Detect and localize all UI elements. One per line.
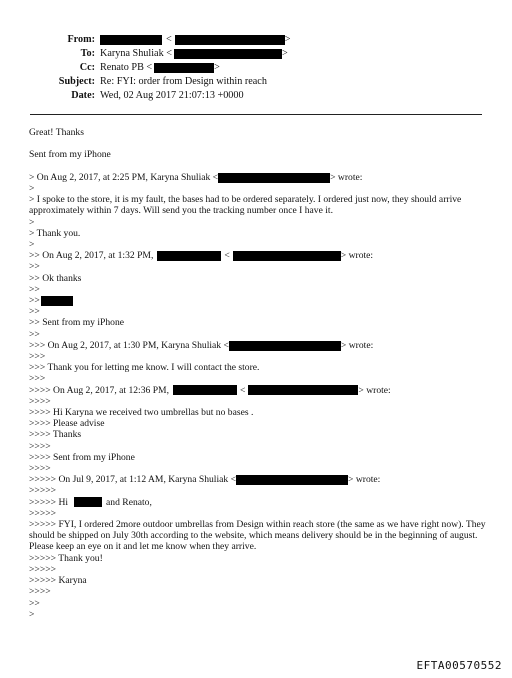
redaction-block: [248, 385, 358, 395]
cc-gt: >: [214, 62, 220, 73]
redaction-block: [233, 251, 341, 261]
quote-header-line: >>>>> On Jul 9, 2017, at 1:12 AM, Karyna Shuliak < > wrote:: [29, 474, 381, 486]
body-paragraph: > I spoke to the store, it is my fault, the bases had to be ordered separately. I ordered just now, they should arrive approximately within 7 days. Will send you the tracking number once I have it.: [29, 194, 462, 217]
subject-row: [20, 75, 490, 89]
body-line: >>>> Hi Karyna we received two umbrellas but no bases .: [29, 407, 254, 419]
body-line: > Thank you.: [29, 227, 81, 239]
redaction-block: [154, 63, 214, 73]
cc-row: [20, 61, 490, 75]
body-line: >> Ok thanks: [29, 272, 82, 284]
body-line: >>>> Sent from my iPhone: [29, 451, 135, 463]
to-name: Karyna Shuliak <: [100, 48, 172, 59]
from-lt: <: [166, 34, 172, 45]
redaction-block: [218, 173, 330, 183]
date-value: Wed, 02 Aug 2017 21:07:13 +0000: [100, 90, 244, 101]
body-line: Sent from my iPhone: [29, 149, 111, 161]
body-line: >: [29, 182, 35, 194]
to-row: [20, 47, 490, 61]
from-gt: >: [284, 34, 291, 45]
subject-value: Re: FYI: order from Design within reach: [100, 76, 267, 87]
quote-header-line: >>>> On Aug 2, 2017, at 12:36 PM, < > wrote:: [29, 384, 391, 396]
body-line: >>: [29, 283, 40, 295]
body-line: >>>>>: [29, 507, 57, 519]
body-line: >>>: [29, 373, 46, 385]
body-line: >: [29, 216, 35, 228]
body-line: >>>> Thanks: [29, 429, 82, 441]
from-row: [20, 33, 490, 47]
body-line: >>>>> Karyna: [29, 575, 87, 587]
quote-header-line: >>> On Aug 2, 2017, at 1:30 PM, Karyna Shuliak < > wrote:: [29, 339, 374, 351]
body-line: >: [29, 239, 35, 250]
from-label: From:: [67, 34, 95, 45]
redaction-block: [100, 35, 162, 45]
body-line: >>: [29, 328, 40, 340]
email-body: [29, 127, 487, 620]
body-line: >>>>: [29, 586, 51, 598]
redaction-block: [74, 497, 102, 507]
cc-label: Cc:: [79, 62, 95, 73]
body-line: >>>> Please advise: [29, 418, 105, 430]
greeting-line: >>>>> Hi and Renato,: [29, 496, 152, 508]
body-line: >>>: [29, 351, 46, 363]
body-line: >> Sent from my iPhone: [29, 317, 125, 329]
body-line: >>: [29, 597, 40, 609]
email-header: [20, 33, 490, 103]
quote-header-line: > On Aug 2, 2017, at 2:25 PM, Karyna Shuliak < > wrote:: [29, 171, 363, 183]
to-label: To:: [80, 48, 95, 59]
to-gt: >: [281, 48, 288, 59]
date-row: [20, 89, 490, 103]
subject-label: Subject:: [58, 76, 95, 87]
quote-header-line: >> On Aug 2, 2017, at 1:32 PM, < > wrote:: [29, 250, 374, 262]
redaction-block: [157, 251, 221, 261]
redaction-block: [173, 385, 237, 395]
body-line: Great! Thanks: [29, 127, 84, 138]
redaction-block: [174, 49, 282, 59]
body-line: >: [29, 608, 35, 620]
redaction-block: [41, 296, 73, 306]
cc-name: Renato PB <: [100, 62, 153, 73]
redaction-block: [236, 475, 348, 485]
document-id: EFTA00570552: [416, 659, 502, 672]
body-line: >>>>: [29, 463, 51, 475]
date-label: Date:: [71, 90, 95, 101]
header-divider: [30, 114, 482, 115]
body-line: >>> Thank you for letting me know. I will contact the store.: [29, 362, 260, 374]
body-line: >>>>> Thank you!: [29, 552, 103, 564]
body-line: >>: [29, 261, 40, 273]
body-line: >>>>>: [29, 485, 57, 497]
body-line: >>>>: [29, 440, 51, 452]
body-line: >>: [29, 306, 40, 318]
body-line: >>>>>: [29, 563, 57, 575]
body-line: >>>>: [29, 395, 51, 407]
redaction-block: [175, 35, 285, 45]
redacted-line: >>: [29, 295, 487, 306]
body-paragraph: >>>>> FYI, I ordered 2more outdoor umbrellas from Design within reach store (the same as we have right now). They should be shipped on July 30th according to the website, which means delivery should be in the beginning of august. Please keep an eye on it and let me know when they arrive.: [29, 519, 486, 553]
redaction-block: [229, 341, 341, 351]
